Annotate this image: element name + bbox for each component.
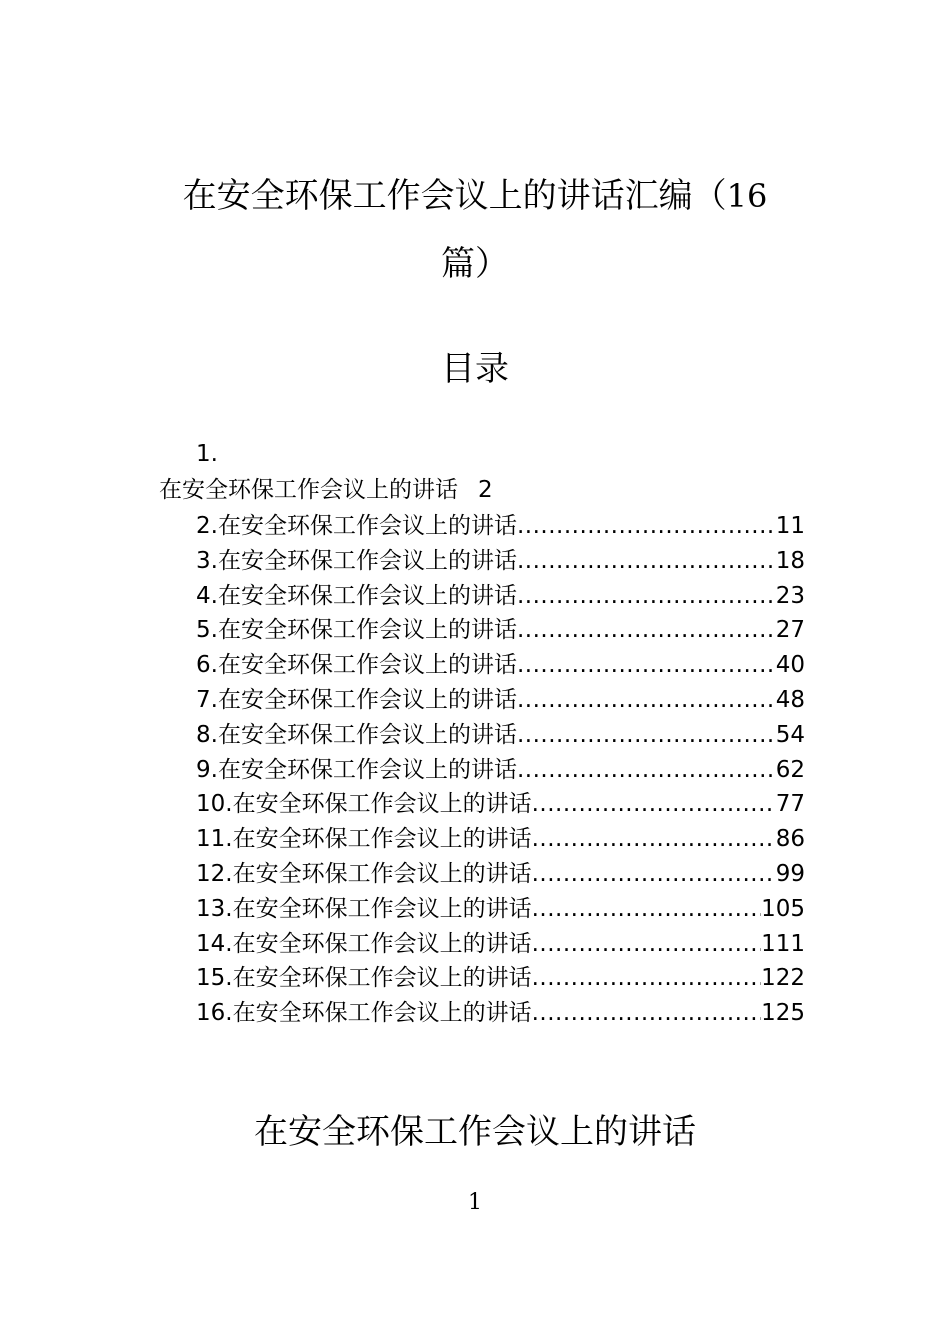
toc-entry-label: 5.在安全环保工作会议上的讲话 — [196, 617, 517, 644]
toc-entry-1-label: 在安全环保工作会议上的讲话 — [159, 477, 458, 503]
toc-entry[interactable] — [196, 929, 805, 964]
toc-entry-label: 8.在安全环保工作会议上的讲话 — [196, 721, 517, 748]
toc-entry-label: 9.在安全环保工作会议上的讲话 — [196, 756, 517, 783]
toc-leader — [517, 685, 776, 715]
toc-entry-page: 99 — [775, 860, 805, 887]
toc-entry-label: 16.在安全环保工作会议上的讲话 — [196, 1000, 532, 1027]
toc-entry[interactable] — [196, 894, 805, 929]
toc-entry[interactable] — [196, 511, 805, 546]
toc-entry-label: 6.在安全环保工作会议上的讲话 — [196, 652, 517, 679]
toc-entry-label: 7.在安全环保工作会议上的讲话 — [196, 686, 517, 713]
toc-entry-label: 11.在安全环保工作会议上的讲话 — [196, 826, 532, 853]
toc-entry-page: 105 — [761, 895, 805, 922]
document-title-continued: 篇） — [441, 244, 509, 284]
toc-leader — [517, 720, 776, 750]
toc-entry-label: 3.在安全环保工作会议上的讲话 — [196, 547, 517, 574]
toc-entry-page: 48 — [775, 686, 805, 713]
toc-entry[interactable] — [196, 998, 805, 1033]
toc-entry-page: 18 — [775, 547, 805, 574]
toc-entry-label: 14.在安全环保工作会议上的讲话 — [196, 930, 532, 957]
toc-entry-page: 54 — [775, 721, 805, 748]
toc-entry[interactable] — [196, 859, 805, 894]
toc-heading: 目录 — [441, 349, 509, 389]
toc-entry-label: 4.在安全环保工作会议上的讲话 — [196, 582, 517, 609]
document-title — [150, 176, 800, 216]
toc-list — [196, 511, 805, 1033]
document-title-text: 在安全环保工作会议上的讲话汇编（ — [182, 176, 727, 216]
toc-entry-page: 125 — [761, 1000, 805, 1027]
toc-leader — [517, 615, 776, 645]
toc-entry-label: 12.在安全环保工作会议上的讲话 — [196, 860, 532, 887]
toc-entry-1-number[interactable]: 1. — [196, 441, 218, 467]
toc-entry-page: 111 — [761, 930, 805, 957]
toc-entry[interactable] — [196, 824, 805, 859]
toc-entry-1-page: 2 — [478, 477, 493, 503]
toc-entry-page: 122 — [761, 965, 805, 992]
document-title-count: 16 — [726, 177, 768, 215]
toc-entry-label: 15.在安全环保工作会议上的讲话 — [196, 965, 532, 992]
toc-leader — [532, 789, 776, 819]
toc-entry-page: 11 — [775, 513, 805, 539]
toc-entry[interactable] — [196, 650, 805, 685]
toc-entry-page: 62 — [775, 756, 805, 783]
toc-entry[interactable] — [196, 720, 805, 755]
toc-entry[interactable] — [196, 755, 805, 790]
toc-entry-page: 23 — [775, 582, 805, 609]
toc-entry[interactable] — [196, 546, 805, 581]
toc-entry[interactable] — [196, 615, 805, 650]
toc-leader — [517, 650, 776, 680]
toc-leader — [532, 824, 776, 854]
toc-leader — [532, 894, 762, 924]
toc-entry[interactable] — [196, 685, 805, 720]
toc-entry-page: 40 — [775, 652, 805, 679]
toc-entry-page: 77 — [775, 791, 805, 818]
toc-entry-label: 2.在安全环保工作会议上的讲话 — [196, 513, 517, 539]
toc-entry[interactable] — [196, 581, 805, 616]
toc-entry-page: 86 — [775, 826, 805, 853]
toc-leader — [517, 511, 776, 541]
toc-entry-1[interactable] — [159, 476, 493, 504]
toc-entry[interactable] — [196, 963, 805, 998]
toc-leader — [532, 963, 762, 993]
section-heading: 在安全环保工作会议上的讲话 — [254, 1112, 696, 1152]
toc-leader — [517, 581, 776, 611]
toc-entry-page: 27 — [775, 617, 805, 644]
toc-leader — [532, 998, 762, 1028]
toc-leader — [532, 859, 776, 889]
toc-entry-label: 10.在安全环保工作会议上的讲话 — [196, 791, 532, 818]
toc-leader — [517, 755, 776, 785]
toc-leader — [532, 929, 762, 959]
toc-entry[interactable] — [196, 789, 805, 824]
toc-leader — [517, 546, 776, 576]
page-number: 1 — [468, 1190, 482, 1215]
toc-entry-label: 13.在安全环保工作会议上的讲话 — [196, 895, 532, 922]
